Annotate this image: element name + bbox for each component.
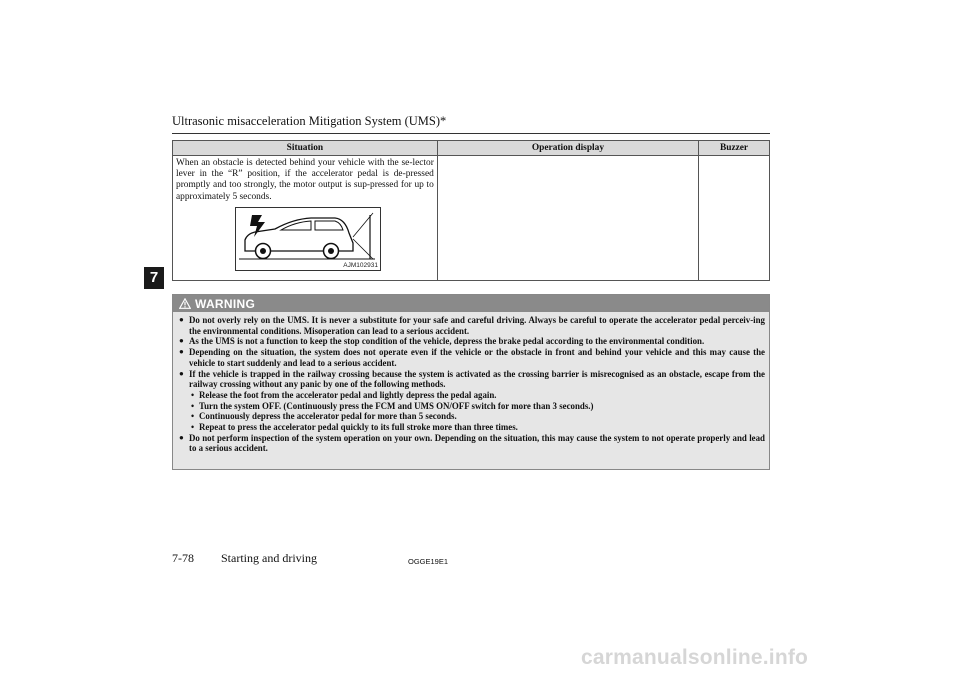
table-header-row [173,141,770,156]
warning-box [172,294,770,470]
list-item [179,433,765,454]
sub-bullet-icon: • [191,411,195,422]
sub-bullet-icon: • [191,389,195,400]
sub-list-item [179,411,765,422]
bullet-icon: ● [179,368,184,378]
sub-item-text: Release the foot from the accelerator pedal and lightly depress the pedal again. [199,389,497,400]
bullet-icon: ● [179,347,184,357]
sub-item-text: Repeat to press the accelerator pedal quickly to its full stroke more than three times. [199,422,518,433]
list-item [179,347,765,368]
warning-item-text: Do not perform inspection of the system operation on your own. Depending on the situation, this may cause the system to not operate properly and lead to a serious accident. [189,432,765,454]
sub-list-item [179,390,765,401]
warning-item-text: As the UMS is not a function to keep the stop condition of the vehicle, depress the brake pedal according to the environmental condition. [189,336,705,347]
column-header-situation: Situation [173,141,438,156]
list-item [179,336,765,347]
situation-text: When an obstacle is detected behind your vehicle with the se-lector lever in the “R” position, if the accelerator pedal is de-pressed promptly and too strongly, the motor output is sup-pressed for up to approximately 5 seconds. [176,158,434,202]
bullet-icon: ● [179,315,184,324]
page-number: 7-78 [172,551,194,565]
situation-table [172,140,770,281]
operation-display-cell [437,156,698,281]
page-title: Ultrasonic misacceleration Mitigation System (UMS)* [172,114,447,128]
header-divider [172,133,770,134]
warning-header [173,295,769,312]
sub-bullet-icon: • [191,400,195,411]
document-code: OGGE19E1 [408,557,449,566]
bullet-icon: ● [179,432,184,442]
situation-cell [173,156,438,281]
buzzer-cell [699,156,770,281]
sub-list-item [179,401,765,412]
warning-item-text: Depending on the situation, the system does not operate even if the vehicle or the obstacle in front and behind your vehicle and this may cause the vehicle to start suddenly and lead to a serious accident. [189,347,765,368]
watermark: carmanualsonline.info [581,646,809,669]
bullet-icon: ● [179,336,184,346]
sub-item-text: Continuously depress the accelerator pedal for more than 5 seconds. [199,411,457,422]
sub-item-text: Turn the system OFF. (Continuously press the FCM and UMS ON/OFF switch for more than 3 seconds.) [199,400,594,411]
table-row [173,156,770,281]
warning-item-text: Do not overly rely on the UMS. It is never a substitute for your safe and careful driving. Always be careful to operate the accelerator pedal perceiv-ing the environmental conditions. Misoperation can lead to a serious accident. [189,315,765,336]
column-header-buzzer: Buzzer [699,141,770,156]
section-name: Starting and driving [221,551,317,565]
list-item [179,315,765,336]
warning-item-text: If the vehicle is trapped in the railway crossing because the system is activated as the crossing barrier is misrecognised as an obstacle, escape from the railway crossing without any panic by one of the following methods. [189,368,765,390]
warning-list [173,312,769,454]
list-item [179,369,765,390]
sub-list-item [179,422,765,433]
vehicle-illustration [235,207,381,271]
figure-id: AJM102931 [343,261,378,269]
warning-triangle-icon [179,298,191,309]
sub-bullet-icon: • [191,422,195,433]
chapter-tab: 7 [144,267,164,289]
column-header-operation-display: Operation display [437,141,698,156]
warning-title: WARNING [195,296,256,311]
